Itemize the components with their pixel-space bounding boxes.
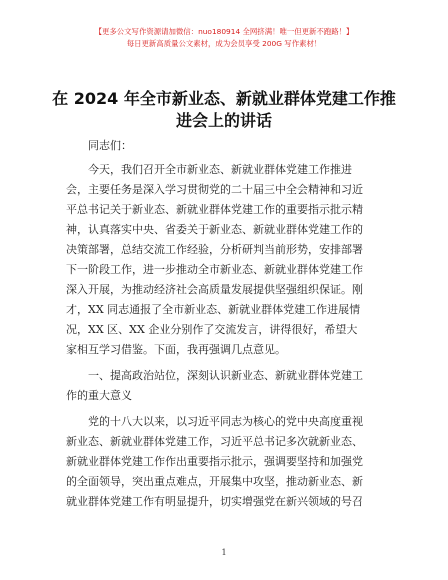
body-line: 神，认真落实中央、省委关于新业态、新就业群体党建工作的 <box>66 223 363 236</box>
body-line: 才，XX 同志通报了全市新业态、新就业群体党建工作进展情 <box>66 303 361 316</box>
body-line: 新业态、新就业群体党建工作，习近平总书记多次就新业态、 <box>66 435 363 448</box>
promo-notice-line-1: 【更多公文写作资源请加微信：nuo180914 全网挤满！唯一但更新不跑路！】 <box>94 27 354 36</box>
body-line: 下一阶段工作，进一步推动全市新业态、新就业群体党建工作 <box>66 263 363 276</box>
promo-notice-line-2: 每日更新高质量公文素材，成为会员享受 200G 写作素材！ <box>126 39 322 48</box>
body-line: 新就业群体党建工作作出重要指示批示，强调要坚持和加强党 <box>66 455 363 468</box>
body-line: 的全面领导，突出重点难点，开展集中攻坚，推动新业态、新 <box>66 475 363 488</box>
body-line: 会，主要任务是深入学习贯彻党的二十届三中全会精神和习近 <box>66 183 363 196</box>
body-line: 今天，我们召开全市新业态、新就业群体党建工作推进 <box>88 163 352 176</box>
document-title-line-1: 在 2024 年全市新业态、新就业群体党建工作推 <box>52 89 396 108</box>
body-line: 平总书记关于新业态、新就业群体党建工作的重要指示批示精 <box>66 203 363 216</box>
document-title-line-2: 进会上的讲话 <box>175 111 272 130</box>
greeting: 同志们： <box>88 139 132 152</box>
section-heading-line: 一、提高政治站位，深刻认识新业态、新就业群体党建工 <box>88 369 363 382</box>
body-line: 家相互学习借鉴。下面，我再强调几点意见。 <box>66 343 286 356</box>
body-line: 深入开展，为推动经济社会高质量发展提供坚强组织保证。刚 <box>66 283 363 296</box>
body-line: 决策部署，总结交流工作经验，分析研判当前形势，安排部署 <box>66 243 363 256</box>
page-number: 1 <box>221 548 227 557</box>
body-line: 就业群体党建工作有明显提升，切实增强党在新兴领域的号召 <box>66 495 363 508</box>
body-line: 况，XX 区、XX 企业分别作了交流发言，讲得很好，希望大 <box>66 323 358 336</box>
section-heading-line: 作的重大意义 <box>66 389 132 402</box>
body-line: 党的十八大以来，以习近平同志为核心的党中央高度重视 <box>88 415 363 428</box>
